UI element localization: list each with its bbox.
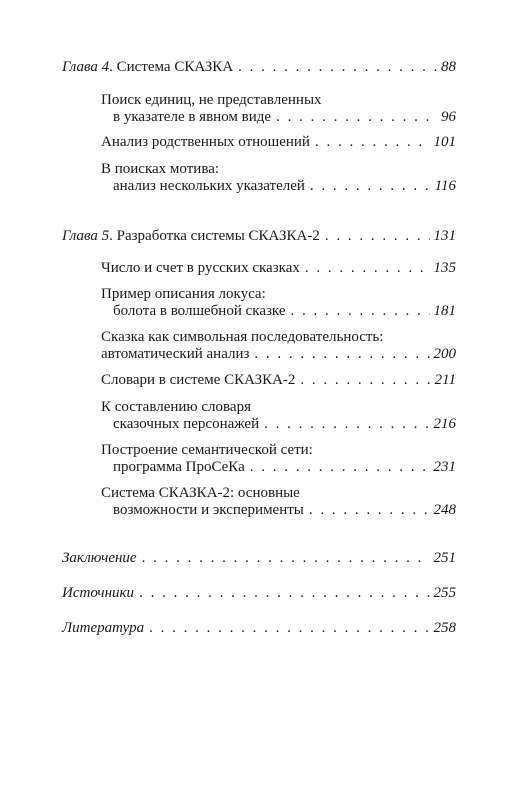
chapter-title: Разработка системы СКАЗКА-2 <box>116 228 320 244</box>
leader-dots <box>139 585 429 602</box>
section-title-line1: Сказка как символьная последовательность: <box>101 329 384 345</box>
section-title-line1: К составлению словаря <box>101 399 251 415</box>
toc-conclusion <box>62 550 456 567</box>
section-title-line1: В поисках мотива: <box>101 161 220 177</box>
section-title: Словари в системе СКАЗКА-2 <box>101 372 296 388</box>
leader-dots <box>276 109 437 126</box>
toc-chapter-5: Глава 5. Разработка системы СКАЗКА-2 . . . 131 <box>62 228 456 245</box>
page-number: 211 <box>434 372 456 388</box>
toc-section <box>101 260 456 277</box>
toc-chapter-4: Глава 4. Система СКАЗКА . . . 88 <box>62 59 456 76</box>
page-number: 181 <box>433 303 456 319</box>
section-title-line2: болота в волшебной сказке <box>113 303 286 319</box>
toc-section <box>101 134 456 151</box>
section-title-line1: Поиск единиц, не представленных <box>101 92 322 108</box>
leader-dots <box>310 178 431 195</box>
leader-dots <box>250 459 430 476</box>
page-number: 231 <box>433 459 456 475</box>
section-title-line1: Пример описания локуса: <box>101 286 266 302</box>
leader-dots <box>149 620 429 637</box>
leader-dots <box>291 303 430 320</box>
page-number: 216 <box>433 416 456 432</box>
page-number: 116 <box>434 178 456 194</box>
page-number: 258 <box>433 620 456 636</box>
section-title-line1: Система СКАЗКА-2: основные <box>101 485 300 501</box>
page-number: 88 <box>441 59 456 75</box>
page-number: 255 <box>433 585 456 601</box>
toc-section <box>101 372 456 389</box>
section-title-line2: сказочных персонажей <box>113 416 260 432</box>
section-title-line1: Построение семантической сети: <box>101 442 313 458</box>
page-number: 248 <box>433 502 456 518</box>
chapter-label: Глава 5 <box>62 228 110 244</box>
page-number: 101 <box>433 134 456 150</box>
section-title-line2: в указателе в явном виде <box>113 109 272 125</box>
toc-sources <box>62 585 456 602</box>
toc-section <box>101 442 456 476</box>
page-number: 96 <box>441 109 456 125</box>
leader-dots <box>309 502 430 519</box>
chapter-title: Система СКАЗКА <box>116 59 234 75</box>
toc-literature <box>62 620 456 637</box>
leader-dots <box>305 260 430 277</box>
toc-section <box>101 485 456 519</box>
leader-dots <box>142 550 430 567</box>
page-number: 200 <box>433 346 456 362</box>
toc-section <box>101 329 456 363</box>
toc-section <box>101 286 456 320</box>
toc-section <box>101 92 456 126</box>
leader-dots <box>254 346 429 363</box>
leader-dots <box>300 372 430 389</box>
chapter-label: Глава 4 <box>62 59 110 75</box>
page-number: 135 <box>433 260 456 276</box>
page-number: 251 <box>433 550 456 566</box>
section-title: Анализ родственных отношений <box>101 134 310 150</box>
section-title-line2: программа ПроСеКа <box>113 459 245 475</box>
section-title-line2: возможности и эксперименты <box>113 502 304 518</box>
section-title-line2: автоматический анализ <box>101 346 250 362</box>
leader-dots <box>264 416 429 433</box>
page-number: 131 <box>433 228 456 244</box>
entry-title: Заключение <box>62 550 137 566</box>
section-title: Число и счет в русских сказках <box>101 260 300 276</box>
leader-dots <box>238 59 437 76</box>
entry-title: Источники <box>62 585 135 601</box>
leader-dots <box>315 134 430 151</box>
toc-section <box>101 399 456 433</box>
toc-section <box>101 161 456 195</box>
entry-title: Литература <box>62 620 145 636</box>
leader-dots <box>325 228 430 245</box>
section-title-line2: анализ нескольких указателей <box>113 178 305 194</box>
